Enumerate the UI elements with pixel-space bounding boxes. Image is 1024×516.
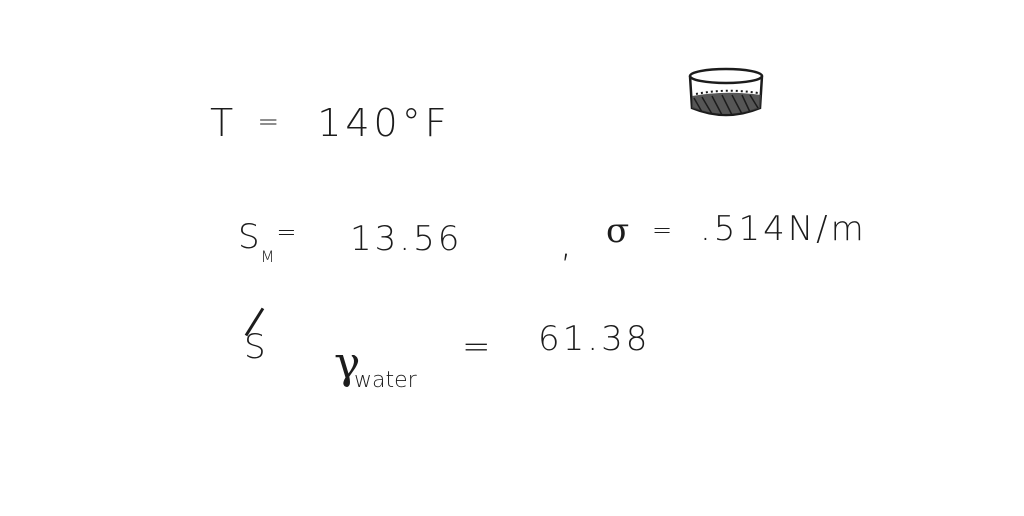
separator-comma: ,	[560, 221, 573, 265]
sm-equals: =	[276, 218, 300, 246]
gamma-symbol: γ	[334, 338, 361, 389]
temperature-equation	[210, 101, 451, 145]
struck-out-s: S	[244, 327, 269, 367]
gamma-subscript: water	[354, 368, 417, 393]
surface-tension-label	[606, 211, 676, 251]
specific-gravity-label	[238, 217, 300, 266]
sm-subscript: M	[260, 247, 275, 266]
gamma-equals: =	[462, 327, 494, 367]
temperature-variable: T	[210, 101, 238, 145]
temperature-value: 140°F	[317, 101, 451, 145]
mercury-container-icon	[686, 64, 768, 122]
sm-symbol: S	[238, 217, 263, 257]
surface-tension-value: .514N/m	[700, 209, 867, 249]
temperature-equals: =	[257, 107, 284, 137]
sigma-equals: =	[652, 216, 676, 244]
sigma-symbol: σ	[606, 211, 633, 251]
specific-gravity-value: 13.56	[350, 219, 463, 259]
gamma-value: 61.38	[538, 319, 651, 359]
